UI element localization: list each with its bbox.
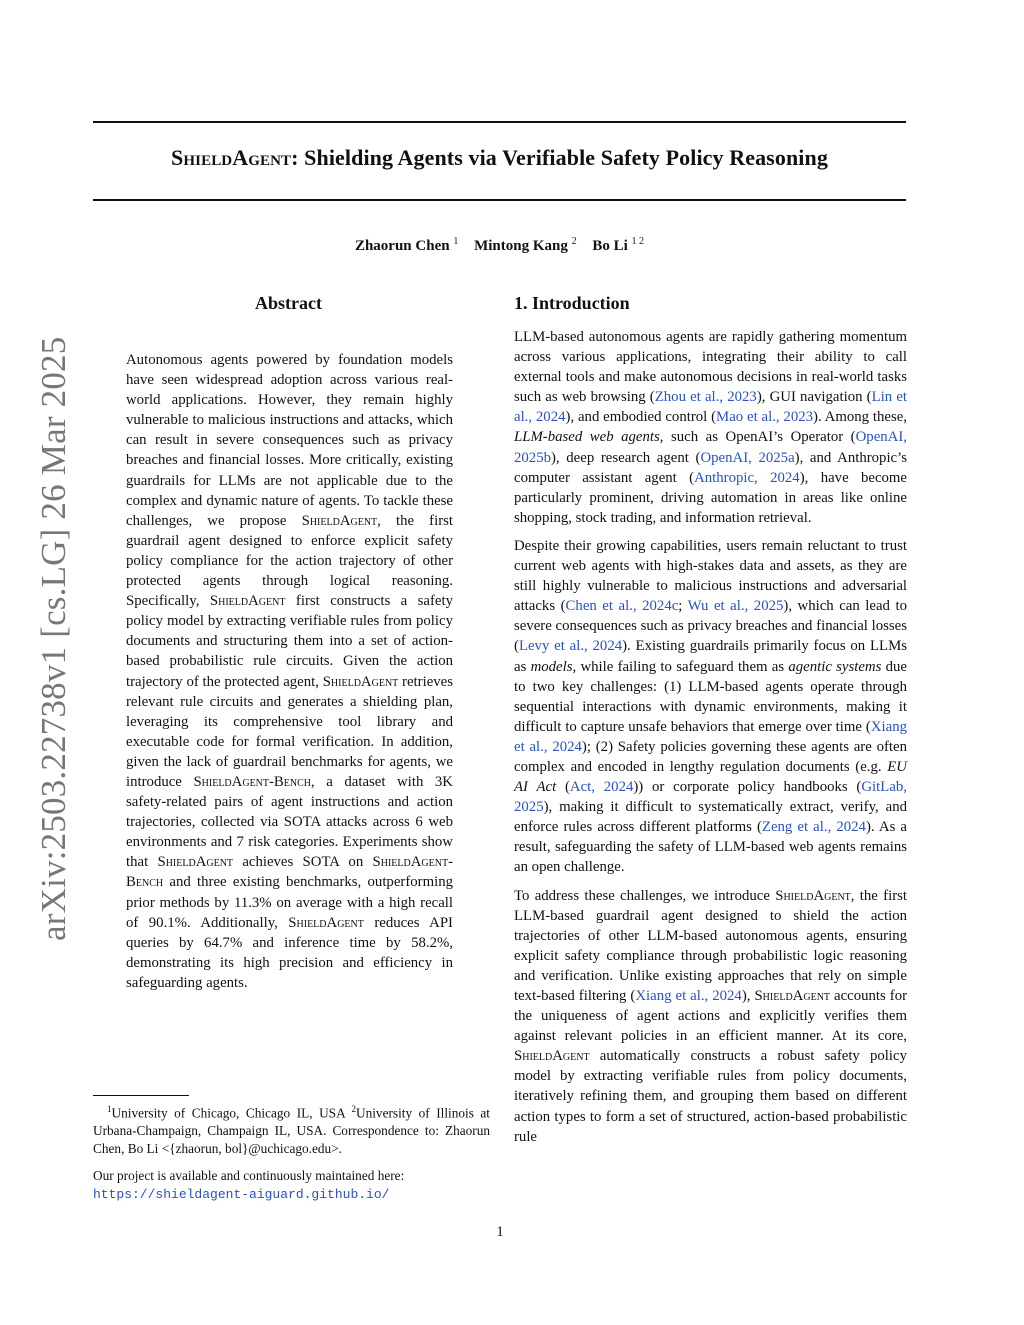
intro-paragraph: LLM-based autonomous agents are rapidly gathering momentum across various applications, integrating their ability to call external tools and make autonomous decisions in real-world tasks such as web browsing (Zhou et al., 2023), GUI navigation (Lin et al., 2024), and embodied control (Mao et al., 2023). Among these, LLM-based web agents, such as OpenAI’s Operator (OpenAI, 2025b), deep research agent (OpenAI, 2025a), and Anthropic’s computer assistant agent (Anthropic, 2024), have become particularly prominent, driving automation in areas like online shopping, stock trading, and information retrieval. xyxy=(514,329,908,526)
citation-link[interactable]: OpenAI, 2025a xyxy=(700,449,795,466)
citation-link[interactable]: Anthropic, 2024 xyxy=(694,469,800,486)
author: Bo Li $^{1 2}$ xyxy=(592,236,645,254)
page-number: 1 xyxy=(496,1224,504,1240)
title-top-rule xyxy=(93,121,906,123)
intro-paragraph: Despite their growing capabilities, users remain reluctant to trust current web agents with high-stakes data and assets, as they are still highly vulnerable to malicious instructions and adversarial attacks (Chen et al., 2024c; Wu et al., 2025), which can lead to severe consequences such as privacy breaches and financial losses (Levy et al., 2024). Existing guardrails primarily focus on LLMs as models, while failing to safeguard them as agentic systems due to two key challenges: (1) LLM-based agents operate through sequential interactions with dynamic environments, making it difficult to capture unsafe behaviors that emerge over time (Xiang et al., 2024); (2) Safety policies governing these agents are often complex and encoded in lengthy regulation documents (e.g. EU AI Act (Act, 2024)) or corporate policy handbooks (GitLab, 2025), making it difficult to systematically extract, verify, and enforce rules across different platforms (Zeng et al., 2024). As a result, safeguarding the safety of LLM-based web agents remains an open challenge. xyxy=(514,537,907,876)
citation-link[interactable]: Wu et al., 2025 xyxy=(687,598,784,615)
author-list xyxy=(93,236,906,255)
citation-link[interactable]: Zhou et al., 2023 xyxy=(654,389,757,406)
citation-link[interactable]: Zeng et al., 2024 xyxy=(761,819,866,836)
citation-link[interactable]: Xiang et al., 2024 xyxy=(514,718,907,755)
citation-link[interactable]: Lin et al., 2024 xyxy=(514,389,907,426)
citation-link[interactable]: OpenAI, 2025b xyxy=(514,429,907,466)
arxiv-sidebar-id: arXiv:2503.22738v1 [cs.LG] 26 Mar 2025 xyxy=(34,336,73,941)
intro-heading: 1. Introduction xyxy=(514,293,630,313)
title-bottom-rule xyxy=(93,199,906,201)
intro-body xyxy=(514,327,907,1155)
title-system-name: ShieldAgent xyxy=(171,145,292,170)
citation-link[interactable]: Xiang et al., 2024 xyxy=(635,988,742,1004)
project-url-link[interactable]: https://shieldagent-aiguard.github.io/ xyxy=(93,1187,390,1202)
abstract-body: Autonomous agents powered by foundation models have seen widespread adoption across various real-world applications. However, they remain highly vulnerable to malicious instructions and attacks, which can result in severe consequences such as privacy breaches and financial losses. More critically, existing guardrails for LLMs are not applicable due to the complex and dynamic nature of agents. To tackle these challenges, we propose ShieldAgent, the first guardrail agent designed to enforce explicit safety policy compliance for the action trajectory of other protected agents through logical reasoning. Specifically, ShieldAgent first constructs a safety policy model by extracting verifiable rules from policy documents and structuring them into a set of action-based probabilistic rule circuits. Given the action trajectory of the protected agent, ShieldAgent retrieves relevant rule circuits and generates a shielding plan, leveraging its comprehensive tool library and executable code for formal verification. In addition, given the lack of guardrail benchmarks for agents, we introduce ShieldAgent-Bench, a dataset with 3K safety-related pairs of agent instructions and action trajectories, collected via SOTA attacks across 6 web environments and 7 risk categories. Experiments show that ShieldAgent achieves SOTA on ShieldAgent-Bench and three existing benchmarks, outperforming prior methods by 11.3% on average with a high recall of 90.1%. Additionally, ShieldAgent reduces API queries by 64.7% and inference time by 58.2%, demonstrating its high precision and efficiency in safeguarding agents. xyxy=(126,352,454,991)
project-footnote: Our project is available and continuously maintained here: https://shieldagent-aiguard.github.io/ xyxy=(93,1168,405,1202)
citation-link[interactable]: Act, 2024 xyxy=(569,779,634,796)
author: Mintong Kang $^2$ xyxy=(474,236,577,254)
affiliation-footnote: $^1$University of Chicago, Chicago IL, USA $^2$University of Illinois at Urbana-Champaign, Champaign IL, USA. Correspondence to: Zhaorun Chen, Bo Li <{zhaorun, bol}@uchicago.edu>. xyxy=(93,1104,490,1157)
paper-title xyxy=(93,145,906,171)
abstract-heading: Abstract xyxy=(255,293,322,313)
footnote-rule xyxy=(93,1095,189,1096)
title-rest: : Shielding Agents via Verifiable Safety Policy Reasoning xyxy=(291,145,828,170)
citation-link[interactable]: GitLab, 2025 xyxy=(514,779,907,816)
intro-paragraph: To address these challenges, we introduce ShieldAgent, the first LLM-based guardrail agent designed to shield the action trajectories of other LLM-based autonomous agents, ensuring explicit safety compliance through probabilistic logic reasoning and verification. Unlike existing approaches that rely on simple text-based filtering (Xiang et al., 2024), ShieldAgent accounts for the uniqueness of agent actions and explicitly verifies them against relevant policies in an efficient manner. At its core, ShieldAgent automatically constructs a robust safety policy model by extracting verifiable rules from policy documents, iteratively refining them, and grouping them based on different action types to form a set of structured, action-based probabilistic rule xyxy=(514,887,908,1145)
citation-link[interactable]: Mao et al., 2023 xyxy=(716,409,814,426)
citation-link[interactable]: Levy et al., 2024 xyxy=(518,638,623,655)
author: Zhaorun Chen $^1$ xyxy=(354,236,459,254)
citation-link[interactable]: Chen et al., 2024c xyxy=(565,598,679,615)
